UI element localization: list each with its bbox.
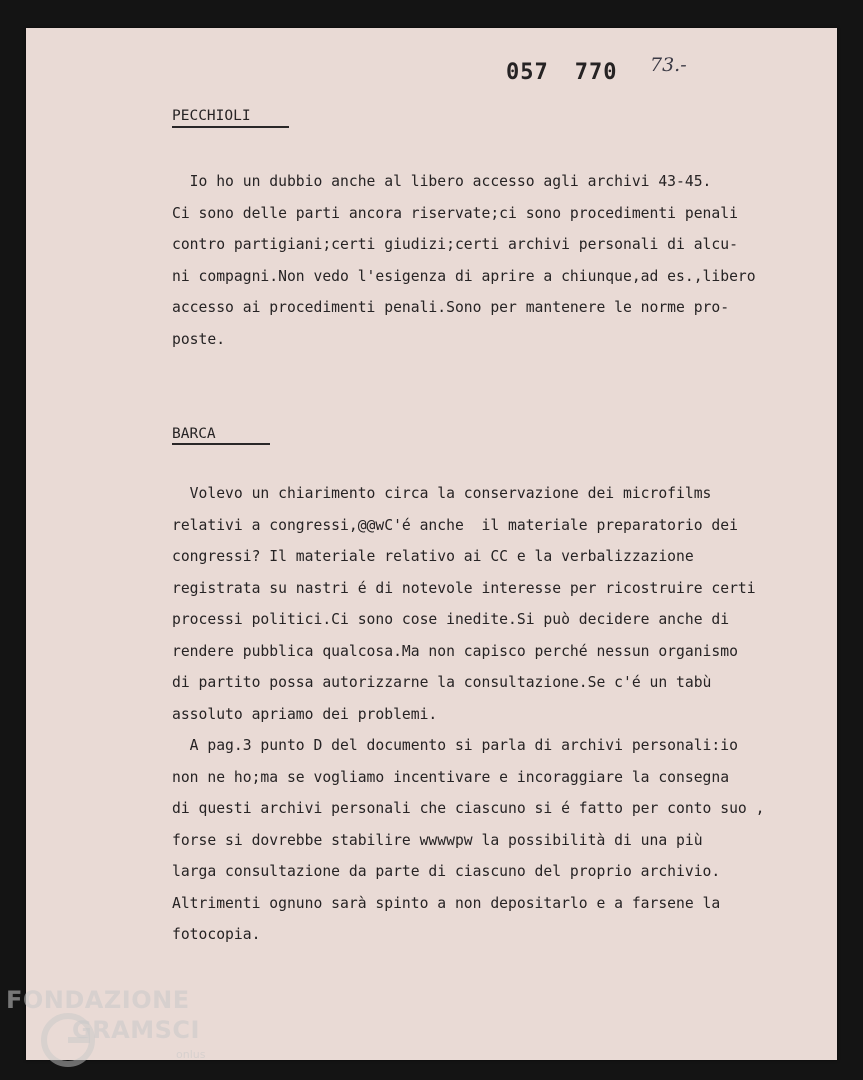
speech-paragraph-barca: [172, 478, 764, 951]
text-line: Ci sono delle parti ancora riservate;ci sono procedimenti penali: [172, 204, 738, 222]
document-page: [26, 28, 837, 1060]
speaker-heading-pecchioli: PECCHIOLI: [172, 108, 251, 124]
text-line: registrata su nastri é di notevole interesse per ricostruire certi: [172, 579, 756, 597]
watermark-line-2: GRAMSCI: [72, 1016, 200, 1044]
text-line: larga consultazione da parte di ciascuno del proprio archivio.: [172, 863, 721, 880]
text-line: ni compagni.Non vedo l'esigenza di aprire a chiunque,ad es.,libero: [172, 267, 756, 285]
speaker-underline: [172, 126, 289, 128]
watermark-line-3: onlus: [176, 1048, 206, 1061]
text-line: non ne ho;ma se vogliamo incentivare e incoraggiare la consegna: [172, 768, 730, 786]
text-line: processi politici.Ci sono cose inedite.Si può decidere anche di: [172, 611, 730, 628]
speaker-underline: [172, 443, 270, 445]
watermark-line-1: FONDAZIONE: [6, 986, 190, 1014]
text-line: fotocopia.: [172, 926, 261, 943]
text-line: forse si dovrebbe stabilire wwwwpw la possibilità di una più: [172, 831, 703, 849]
speaker-heading-barca: BARCA: [172, 426, 216, 442]
text-line: Io ho un dubbio anche al libero accesso agli archivi 43-45.: [172, 173, 712, 190]
fondazione-gramsci-watermark: [6, 986, 216, 1080]
document-number-part-a: 057: [506, 60, 549, 85]
speech-paragraph-pecchioli: [172, 166, 756, 355]
text-line: poste.: [172, 330, 226, 348]
text-line: accesso ai procedimenti penali.Sono per mantenere le norme pro-: [172, 299, 730, 316]
text-line: relativi a congressi,@@wC'é anche il materiale preparatorio dei: [172, 516, 738, 534]
text-line: Altrimenti ognuno sarà spinto a non depositarlo e a farsene la: [172, 894, 721, 912]
text-line: di questi archivi personali che ciascuno si é fatto per conto suo ,: [172, 800, 765, 817]
text-line: di partito possa autorizzarne la consultazione.Se c'é un tabù: [172, 674, 712, 691]
text-line: A pag.3 punto D del documento si parla di archivi personali:io: [172, 737, 738, 754]
text-line: assoluto apriamo dei problemi.: [172, 705, 438, 723]
text-line: contro partigiani;certi giudizi;certi archivi personali di alcu-: [172, 236, 738, 253]
text-line: rendere pubblica qualcosa.Ma non capisco perché nessun organismo: [172, 642, 738, 660]
document-number: [506, 60, 618, 85]
document-number-part-b: 770: [574, 60, 618, 85]
handwritten-note: 73.-: [650, 54, 687, 76]
text-line: Volevo un chiarimento circa la conservazione dei microfilms: [172, 485, 712, 502]
text-line: congressi? Il materiale relativo ai CC e la verbalizzazione: [172, 548, 694, 565]
